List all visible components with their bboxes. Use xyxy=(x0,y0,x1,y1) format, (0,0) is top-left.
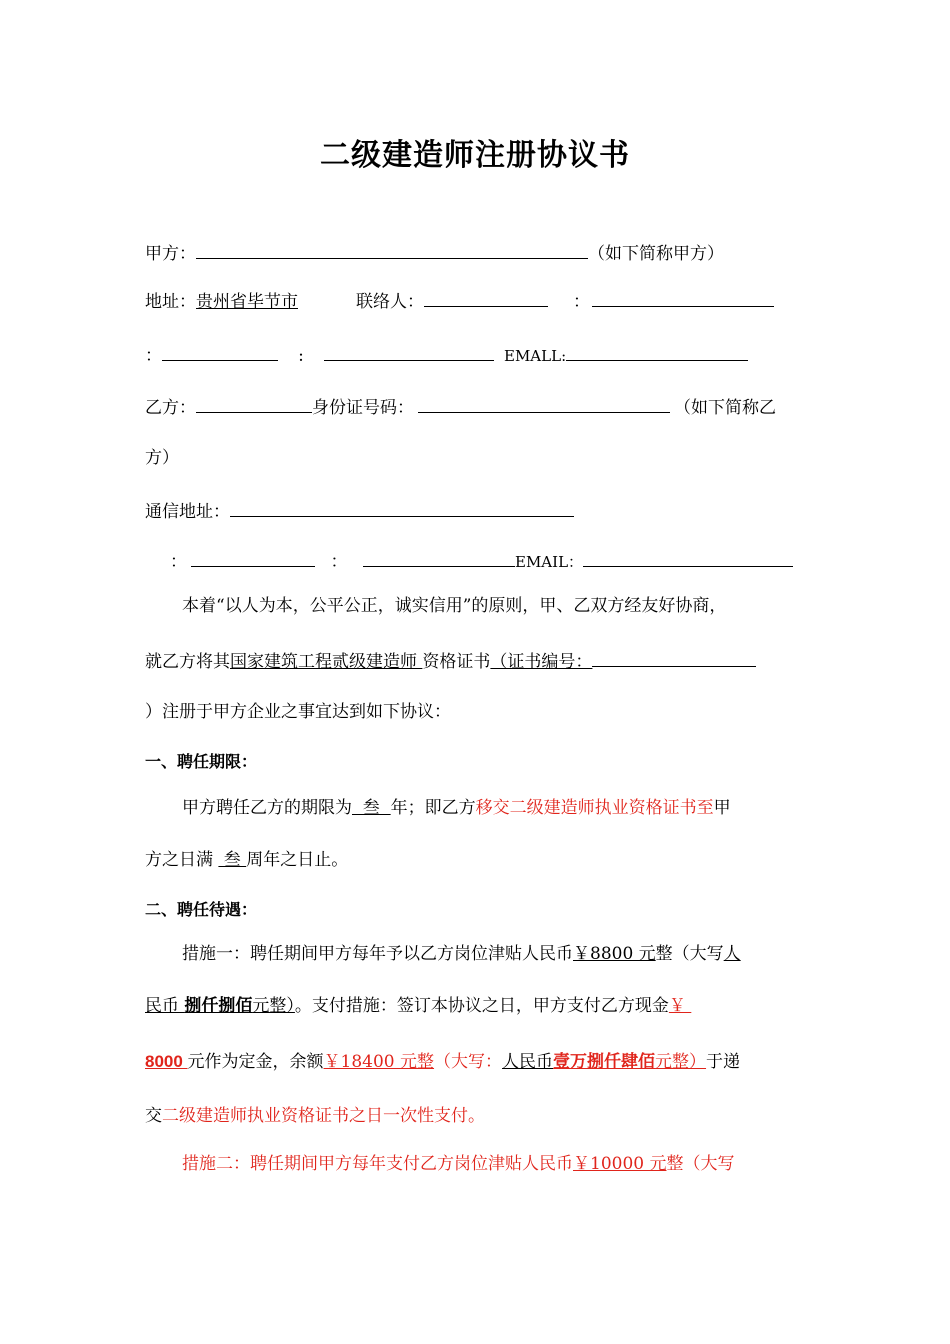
m4-text-a: 交 xyxy=(145,1106,162,1126)
measure-1-line-4 xyxy=(145,1104,485,1128)
cert-number-blank[interactable] xyxy=(592,648,756,667)
m4-text-b: 二级建造师执业资格证书之日一次性支付。 xyxy=(162,1106,485,1126)
m5-text-a: 措施二：聘任期间甲方每年支付乙方岗位津贴人民币 xyxy=(182,1154,573,1174)
phone-blank[interactable] xyxy=(592,288,774,307)
s1-text-e: 方之日满 xyxy=(145,850,219,870)
section-1-line-1 xyxy=(182,796,731,820)
email-label: EMALL: xyxy=(504,347,567,365)
intro-para-3: ）注册于甲方企业之事宜达到如下协议： xyxy=(145,702,451,722)
intro-text-c: 资格证书 xyxy=(422,652,491,672)
colon-b: : xyxy=(298,346,304,366)
party-b-label: 乙方： xyxy=(145,398,196,418)
m3-text-e: 人民币 xyxy=(502,1052,554,1072)
balance-amount-words: 壹万捌仟肆佰 xyxy=(553,1052,656,1072)
intro-para-1: 本着“以人为本，公平公正，诚实信用”的原则，甲、乙双方经友好协商， xyxy=(182,596,727,616)
party-a-suffix: （如下简称甲方） xyxy=(588,244,724,264)
m1-text-a: 措施一：聘任期间甲方每年予以乙方岗位津贴人民币 xyxy=(182,944,573,964)
term-years: 叁 xyxy=(352,798,391,818)
mailing-line xyxy=(145,498,574,524)
email2-blank[interactable] xyxy=(583,548,793,567)
address-value: 贵州省毕节市 xyxy=(196,292,298,312)
party-b-line xyxy=(145,394,776,420)
email-blank[interactable] xyxy=(566,342,748,361)
measure-1-line-3 xyxy=(145,1050,740,1074)
m3-text-d: （大写： xyxy=(434,1052,503,1072)
colon-d: ： xyxy=(330,552,348,572)
s1-text-c: 移交二级建造师执业资格证书至 xyxy=(475,798,714,818)
colon-text: ： xyxy=(573,292,590,312)
m2-text-a: 民币 xyxy=(145,996,185,1016)
cert-number-label: （证书编号： xyxy=(490,652,593,672)
measure-1-line-2 xyxy=(145,994,691,1018)
measure-1-line-1 xyxy=(182,942,741,966)
party-b-suffix: （如下简称乙 xyxy=(674,398,776,418)
zip-blank[interactable] xyxy=(324,342,494,361)
fax-blank[interactable] xyxy=(162,342,278,361)
id-blank[interactable] xyxy=(418,394,670,413)
contact-line-2 xyxy=(170,548,793,574)
address-line xyxy=(145,288,774,314)
zip2-blank[interactable] xyxy=(363,548,515,567)
m2-amount-words: 捌仟捌佰 xyxy=(184,996,253,1016)
balance-amount: ￥18400 元整 xyxy=(323,1052,435,1072)
measure-2-line-1 xyxy=(182,1152,734,1176)
m2-deposit-symbol: ￥ xyxy=(668,996,692,1016)
m3-text-b: 元作为定金，余额 xyxy=(187,1052,324,1072)
contact-line-1 xyxy=(145,342,748,368)
party-b-suffix-line: 方） xyxy=(145,448,179,468)
mailing-blank[interactable] xyxy=(230,498,574,517)
colon-a: ： xyxy=(145,346,162,366)
section-1-heading: 一、聘任期限： xyxy=(145,752,258,771)
cert-type: 国家建筑工程贰级建造师 xyxy=(230,652,423,672)
m3-text-h: 于递 xyxy=(706,1052,741,1072)
m3-text-g: 元整） xyxy=(655,1052,707,1072)
m2-text-d: 。支付措施：签订本协议之日，甲方支付乙方现金 xyxy=(294,996,669,1016)
m5-amount: ￥10000 元 xyxy=(573,1154,667,1174)
party-a-blank[interactable] xyxy=(196,240,588,259)
party-b-blank[interactable] xyxy=(196,394,312,413)
intro-text-a: 就乙方将其 xyxy=(145,652,230,672)
m5-text-c: 整（大写 xyxy=(666,1154,735,1174)
contact-blank[interactable] xyxy=(424,288,548,307)
s1-text-b: 年；即乙方 xyxy=(390,798,476,818)
party-a-label: 甲方： xyxy=(145,244,196,264)
id-label: 身份证号码： xyxy=(312,398,414,418)
address-label: 地址： xyxy=(145,292,196,312)
s1-text-f: 周年之日止。 xyxy=(246,850,349,870)
colon-c: ： xyxy=(170,552,187,572)
section-1-line-2 xyxy=(145,848,348,872)
s1-text-d: 甲 xyxy=(713,798,731,818)
s1-text-a: 甲方聘任乙方的期限为 xyxy=(182,798,352,818)
m1-text-d: 人 xyxy=(723,944,741,964)
m2-text-c: 元整） xyxy=(252,996,295,1016)
page-title: 二级建造师注册协议书 xyxy=(320,138,630,173)
term-years-2: 叁 xyxy=(218,850,247,870)
mailing-label: 通信地址： xyxy=(145,502,230,522)
m1-amount: ￥8800 元 xyxy=(573,944,656,964)
section-2-heading: 二、聘任待遇： xyxy=(145,900,258,919)
intro-para-2 xyxy=(145,648,756,674)
phone2-blank[interactable] xyxy=(191,548,315,567)
m1-text-c: 整（大写 xyxy=(655,944,724,964)
email2-label: EMAIL： xyxy=(515,553,584,571)
party-a-line xyxy=(145,240,724,266)
contact-label: 联络人： xyxy=(356,292,424,312)
deposit-amount: 8000 xyxy=(145,1052,188,1071)
